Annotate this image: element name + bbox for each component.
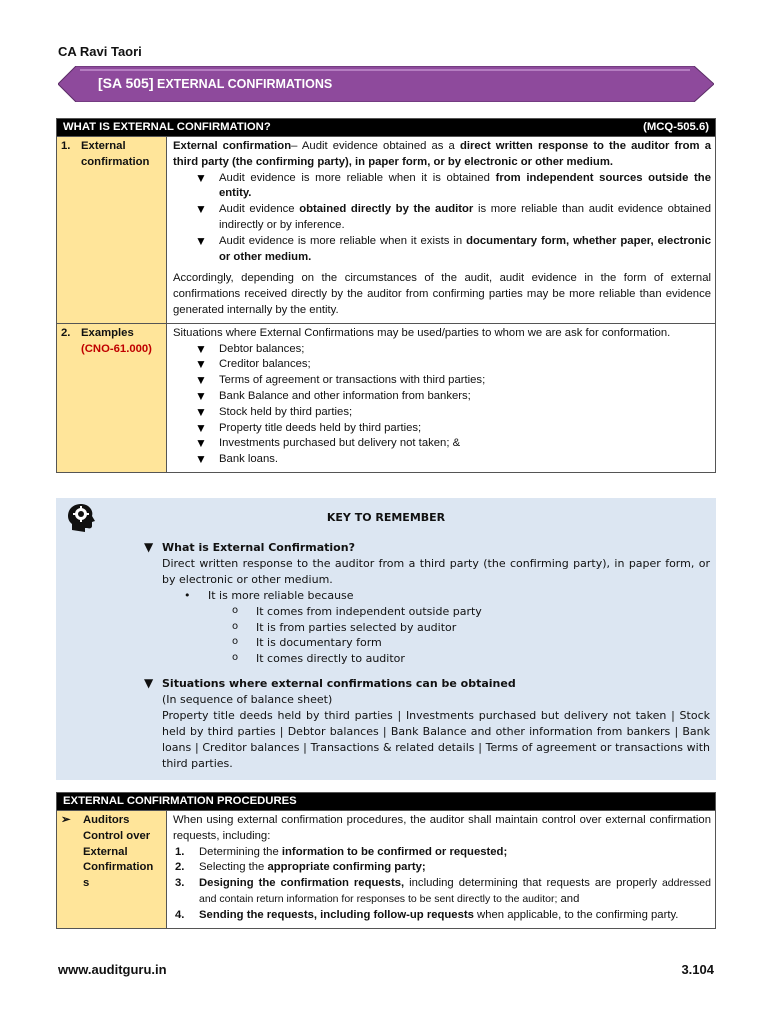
- list-item: ▼ Debtor balances;: [195, 342, 711, 358]
- row-content-cell: [167, 324, 715, 472]
- website-link[interactable]: www.auditguru.in: [58, 962, 167, 977]
- key-question: Situations where external confirmations can be obtained: [162, 677, 516, 691]
- list-item: 1. Determining the information to be confirmed or requested;: [175, 845, 508, 858]
- table-row: [57, 810, 715, 928]
- list-item: ▼ Stock held by third parties;: [195, 405, 711, 421]
- row-label-cell: [57, 811, 167, 928]
- list-item: ▼ Bank Balance and other information from bankers;: [195, 389, 711, 405]
- list-item: ▼ Investments purchased but delivery not taken; &: [195, 436, 711, 452]
- table-title: EXTERNAL CONFIRMATION PROCEDURES: [63, 795, 297, 807]
- list-item: ▼ Audit evidence is more reliable when it is obtained from independent sources outside the entity.: [195, 171, 711, 203]
- examples-list: [195, 342, 711, 468]
- list-item: ▼ Audit evidence is more reliable when it exists in documentary form, whether paper, electronic or other medium.: [195, 234, 711, 266]
- page-number: 3.104: [681, 962, 714, 977]
- list-item: 4. Sending the requests, including follow-up requests when applicable, to the confirming party.: [175, 908, 679, 921]
- key-point: [144, 676, 710, 771]
- row-label-cell: [57, 137, 167, 323]
- arrow-bullet-icon: ➢: [61, 814, 71, 826]
- key-question: What is External Confirmation?: [162, 541, 355, 554]
- list-item: o It comes directly to auditor: [162, 651, 710, 667]
- row-number: 1.: [61, 140, 71, 152]
- list-item: 3. Designing the confirmation requests, including determining that requests are properly addressed and contain return information for responses to be sent directly to the auditor; and: [175, 877, 711, 905]
- row-content-cell: [167, 811, 715, 928]
- list-item: o It comes from independent outside party: [162, 604, 710, 620]
- triangle-bullet-icon: ▼: [144, 540, 154, 554]
- table-row: [57, 136, 715, 323]
- examples-intro: Situations where External Confirmations may be used/parties to whom we are ask for conformation.: [173, 326, 671, 339]
- table-header: [57, 119, 715, 136]
- summary-paragraph: Accordingly, depending on the circumstances of the audit, audit evidence in the form of external confirmations received directly by the auditor from confirming parties may be more reliable than evidence generated internally by the entity.: [173, 272, 711, 316]
- list-item: ▼ Property title deeds held by third parties;: [195, 421, 711, 437]
- row-label-cell: [57, 324, 167, 472]
- banner-title: [98, 75, 332, 91]
- triangle-bullet-icon: ▼: [144, 676, 154, 691]
- definition-text: External confirmation– Audit evidence obtained as a direct written response to the auditor from a third party (the confirming party), in paper form, or by electronic or other medium.: [173, 140, 711, 168]
- key-title: KEY TO REMEMBER: [326, 511, 446, 524]
- procedures-table: [56, 792, 716, 929]
- row-label: Examples: [81, 326, 134, 339]
- definition-table: [56, 118, 716, 473]
- key-answer: Property title deeds held by third parties | Investments purchased but delivery not taken | Stock held by third parties | Debtor balances | Bank Balance and other information from bankers | Bank loans | Creditor balances | Transactions & related details | Terms of agreement or transactions with third parties.: [162, 709, 710, 770]
- list-item: • It is more reliable because: [162, 588, 710, 604]
- reliability-list: [195, 171, 711, 266]
- row-number: 2.: [61, 326, 71, 339]
- row-label: External confirmation: [81, 140, 150, 168]
- key-subtitle: (In sequence of balance sheet): [162, 693, 333, 707]
- procedure-steps: [173, 845, 711, 924]
- list-item: ▼ Audit evidence obtained directly by the auditor is more reliable than audit evidence obtained indirectly or by inference.: [195, 202, 711, 234]
- table-title: WHAT IS EXTERNAL CONFIRMATION?: [63, 121, 271, 133]
- row-content-cell: [167, 137, 715, 323]
- key-point: [144, 540, 710, 667]
- list-item: ▼ Bank loans.: [195, 452, 711, 468]
- mcq-reference: (MCQ-505.6): [643, 121, 709, 133]
- key-answer: Direct written response to the auditor from a third party (the confirming party), in paper form, or by electronic or other medium.: [162, 556, 710, 586]
- procedures-intro: When using external confirmation procedures, the auditor shall maintain control over external confirmation requests, including:: [173, 814, 711, 842]
- key-to-remember-box: [56, 498, 716, 780]
- list-item: ▼ Creditor balances;: [195, 357, 711, 373]
- list-item: o It is documentary form: [162, 635, 710, 651]
- cno-reference: (CNO-61.000): [81, 342, 152, 355]
- key-body: [144, 540, 710, 772]
- table-row: [57, 323, 715, 472]
- row-label: Auditors Control over External Confirmation s: [83, 814, 154, 890]
- standard-code: [SA 505]: [98, 75, 154, 91]
- banner-heading: EXTERNAL CONFIRMATIONS: [157, 77, 333, 91]
- list-item: ▼ Terms of agreement or transactions with third parties;: [195, 373, 711, 389]
- table-header: [57, 793, 715, 810]
- list-item: 2. Selecting the appropriate confirming party;: [175, 861, 426, 874]
- author-name: CA Ravi Taori: [58, 44, 142, 59]
- section-banner: [58, 66, 714, 102]
- list-item: o It is from parties selected by auditor: [162, 620, 710, 636]
